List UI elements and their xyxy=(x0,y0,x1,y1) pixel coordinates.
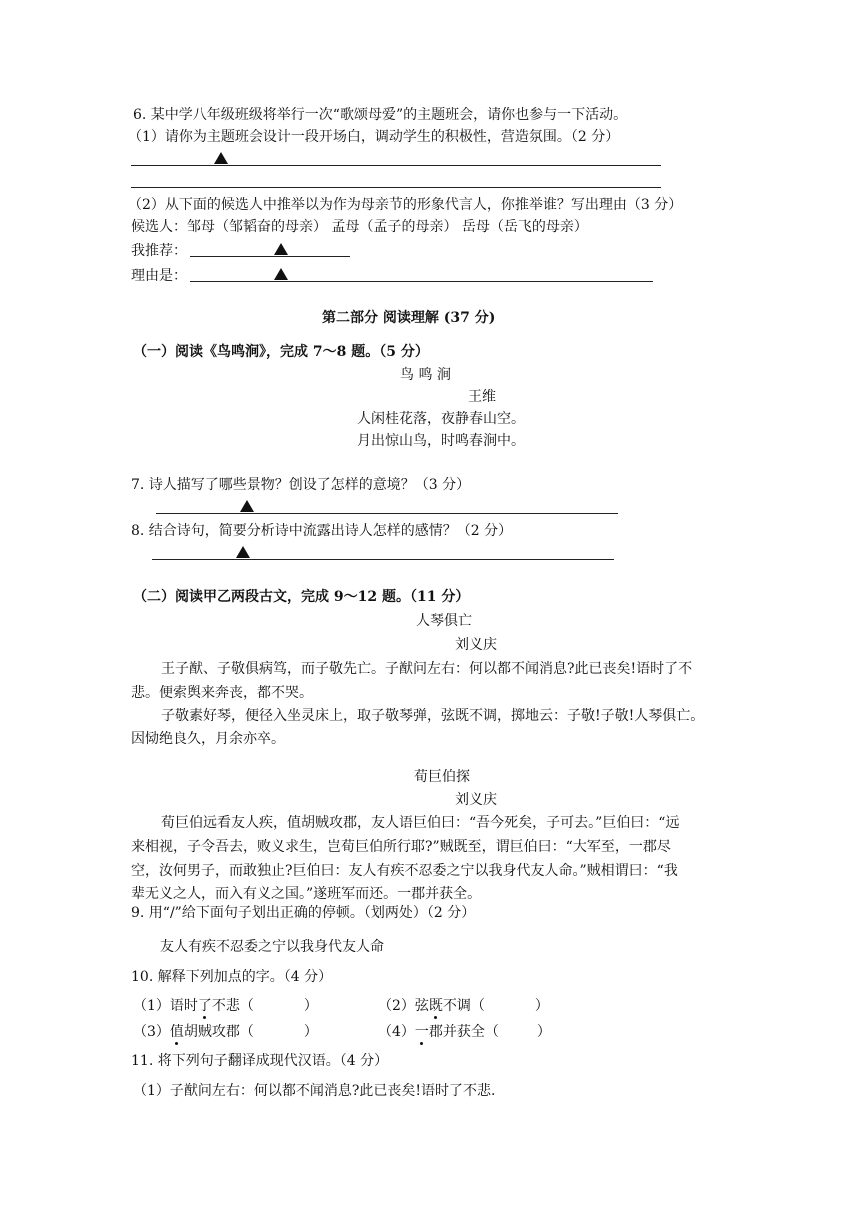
q11-stem: 11. 将下列句子翻译成现代汉语。（4 分） xyxy=(131,1053,389,1069)
text1-paragraph: 子敬素好琴，便径入坐灵床上，取子敬琴弹，弦既不调，掷地云：子敬!子敬!人琴俱亡。 xyxy=(161,708,705,724)
poem-section-heading: （一）阅读《鸟鸣涧》，完成 7～8 题。（5 分） xyxy=(133,344,429,360)
answer-line xyxy=(190,281,653,282)
poem-title: 鸟 鸣 涧 xyxy=(400,367,451,383)
q6-part1: （1）请你为主题班会设计一段开场白，调动学生的积极性，营造氛围。（2 分） xyxy=(128,129,620,145)
answer-line xyxy=(131,165,661,166)
q10-item-3: （3）值胡贼攻郡（ ） xyxy=(133,1024,318,1040)
text1-paragraph: 因恸绝良久，月余亦卒。 xyxy=(131,731,285,747)
q6-part2: （2）从下面的候选人中推举以为作为母亲节的形象代言人，你推举谁？写出理由（3 分） xyxy=(128,197,683,213)
answer-marker-icon xyxy=(274,268,288,280)
q10-item-1: （1）语时了不悲（ ） xyxy=(133,998,318,1014)
answer-line xyxy=(156,513,618,514)
q10-item-2: （2）弦既不调（ ） xyxy=(378,998,549,1014)
dotted-char: 既 xyxy=(428,998,443,1014)
poem-line: 人闲桂花落，夜静春山空。 xyxy=(357,411,525,427)
dotted-char: 了 xyxy=(197,998,212,1014)
answer-marker-icon xyxy=(240,500,254,512)
text2-paragraph: 荀巨伯远看友人疾，值胡贼攻郡，友人语巨伯曰：“吾今死矣，子可去。”巨伯曰：“远 xyxy=(161,815,680,831)
q11-item-1: （1）子猷问左右：何以都不闻消息?此已丧矣!语时了不悲. xyxy=(133,1083,496,1099)
text2-paragraph: 来相视，子令吾去，败义求生，岂荀巨伯所行耶?”贼既至，谓巨伯曰：“大军至，一郡尽 xyxy=(131,839,671,855)
text1-paragraph: 王子猷、子敬俱病笃，而子敬先亡。子猷问左右：何以都不闻消息?此已丧矣!语时了不 xyxy=(161,661,693,677)
q7-stem: 7. 诗人描写了哪些景物？创设了怎样的意境？（3 分） xyxy=(131,477,471,493)
text2-paragraph: 空，汝何男子，而敢独止?巨伯曰：友人有疾不忍委之宁以我身代友人命。”贼相谓曰：“我 xyxy=(131,863,678,879)
dotted-char: 值 xyxy=(169,1024,184,1040)
answer-marker-icon xyxy=(214,152,228,164)
dotted-char: 一 xyxy=(414,1024,429,1040)
q10-stem: 10. 解释下列加点的字。（4 分） xyxy=(131,969,333,985)
text1-paragraph: 悲。便索舆来奔丧，都不哭。 xyxy=(131,685,313,701)
q9-sentence: 友人有疾不忍委之宁以我身代友人命 xyxy=(160,939,384,955)
text2-paragraph: 辈无义之人，而入有义之国。”遂班军而还。一郡并获全。 xyxy=(131,886,482,902)
text2-title: 荀巨伯探 xyxy=(414,769,470,785)
text1-author: 刘义庆 xyxy=(455,637,497,653)
q10-item-4: （4）一郡并获全（ ） xyxy=(378,1024,551,1040)
answer-marker-icon xyxy=(236,546,250,558)
q6-recommend-label: 我推荐： xyxy=(131,243,187,259)
q6-candidates: 候选人：邹母（邹韬奋的母亲） 孟母（孟子的母亲） 岳母（岳飞的母亲） xyxy=(131,219,588,235)
poem-line: 月出惊山鸟，时鸣春涧中。 xyxy=(357,433,525,449)
answer-line xyxy=(152,559,614,560)
prose-section-heading: （二）阅读甲乙两段古文，完成 9～12 题。（11 分） xyxy=(133,589,470,605)
answer-line xyxy=(131,187,661,188)
q6-stem: 6. 某中学八年级班级将举行一次“歌颂母爱”的主题班会，请你也参与一下活动。 xyxy=(133,107,628,123)
q8-stem: 8. 结合诗句，简要分析诗中流露出诗人怎样的感情？（2 分） xyxy=(131,523,513,539)
text2-author: 刘义庆 xyxy=(455,792,497,808)
poem-author: 王维 xyxy=(468,389,496,405)
part2-heading: 第二部分 阅读理解 (37 分) xyxy=(322,310,496,326)
q9-stem: 9. 用“/”给下面句子划出正确的停顿。（划两处）（2 分） xyxy=(131,905,476,921)
q6-reason-label: 理由是： xyxy=(131,268,187,284)
answer-marker-icon xyxy=(274,243,288,255)
text1-title: 人琴俱亡 xyxy=(416,613,472,629)
answer-line xyxy=(190,256,350,257)
